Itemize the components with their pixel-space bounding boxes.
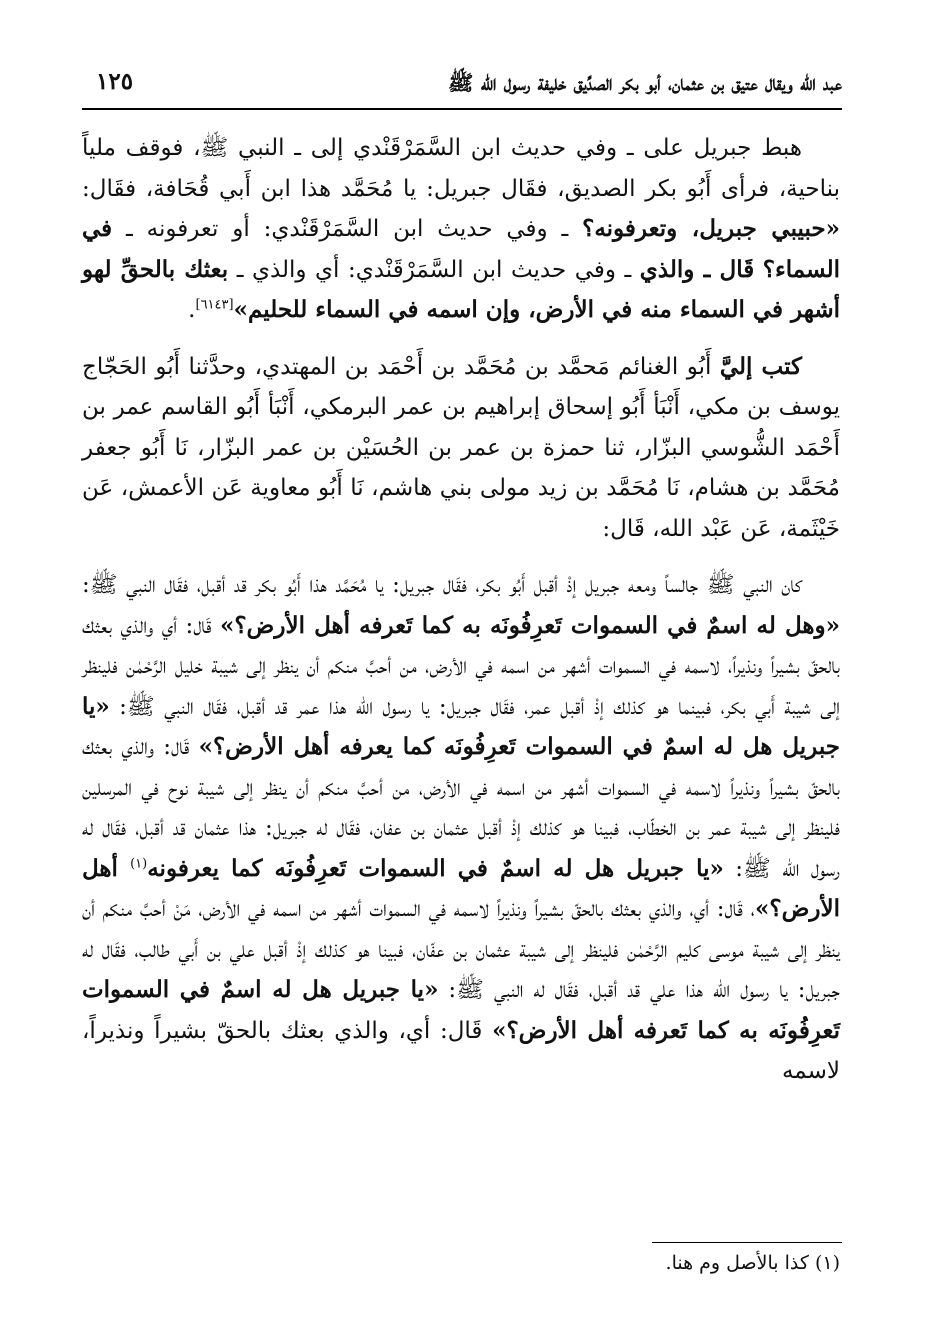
paragraph-1 [82, 128, 840, 331]
text-run [754, 257, 763, 283]
reference-marker: [٦١٤٣] [195, 297, 234, 313]
bold-text-run: كتب إليَّ [719, 352, 802, 380]
text-run: قَال: أي والذي بعثك بالحقّ بشيراً ونذيراً، لاسمه في السموات أشهر من اسمه في الأرض، من أحبَّ منكم أن ينظر إلى شيبة خليل الرَّحْمٰن فلينظر إلى شيبة أَبي بكر، فبينما هو كذلك إذْ أقبل عمر، فقَال جبريل: يا رسول الله هذا عمر قد أقبل، فقَال النبي ﷺ: [82, 612, 840, 720]
text-run: قَال: أي، والذي بعثك بالحقّ بشيراً ونذيراً، لاسمه [82, 1017, 840, 1084]
page-number: ١٢٥ [96, 68, 134, 95]
text-run: قَال: والذي بعثك بالحقّ بشيراً ونذيراً لاسمه في السموات أشهر من اسمه في الأرض، من أحبَّ منكم أن ينظر إلى شيبة نوح في المرسلين فلينظر إلى شيبة عمر بن الخطّاب، فبينا هو كذلك إذْ أقبل عثمان بن عفان، فقَال له جبريل: هذا عثمان قد أقبل، فقَال له رسول الله ﷺ: [82, 734, 840, 882]
bold-text-run: في السماء؟ [82, 215, 840, 283]
text-run: هبط جبريل على ـ وفي حديث ابن السَّمَرْقَنْدي إلى ـ النبي ﷺ، فوقف ملياً بناحية، فرأى أَبُو بكر الصديق، فقَال جبريل: يا مُحَمَّد هذا ابن أَبي قُحَافة، فقَال: [82, 135, 840, 202]
footnote-rule [652, 1242, 842, 1243]
paragraph-3 [82, 565, 840, 1092]
text-run: ، قَال: أي، والذي بعثك بالحقّ بشيراً ونذيراً لاسمه في السموات أشهر من اسمه في الأرض، مَنْ أحبَّ منكم أن ينظر إلى شيبة موسى كليم الرَّحْمٰن فلينظر إلى شيبة عثمان بن عفّان، فبينا هو كذلك إذْ أقبل علي بن أَبي طالب، فقَال له جبريل: يا رسول الله هذا علي قد أقبل، فقَال له النبي ﷺ: [82, 896, 840, 1003]
body-text [82, 128, 840, 1108]
text-run: كان النبي ﷺ جالساً ومعه جبريل إذْ أقبل أَبُو بكر، فقَال جبريل: يا مُحَمَّد هذا أَبُو بكر قد أقبل، فقَال النبي ﷺ: [82, 572, 802, 598]
text-run: أَبُو الغنائم مَحمَّد بن مُحَمَّد بن أَحْمَد بن المهتدي، وحدَّثنا أَبُو الحَجّاج يوسف بن مكي، أَنْبَأ أَبُو إسحاق إبراهيم بن عمر البرمكي، أَنْبَأ أَبُو القاسم عمر بن أَحْمَد الشُّوسي البزّار، ثنا حمزة بن عمر بن الحُسَيْن بن عمر البزّار، نَا أَبُو جعفر مُحَمَّد بن هشام، نَا مُحَمَّد بن زيد مولى بني هاشم، نَا أَبُو معاوية عَن الأعمش، عَن خَيْثَمة، عَن عَبْد الله، قَال: [82, 353, 840, 542]
page-header [82, 66, 842, 104]
text-run: ـ وفي حديث ابن السَّمَرْقَنْدي: أو تعرفونه ـ [112, 216, 583, 242]
bold-text-run: «يا جبريل هل له اسمٌ في السموات تَعرِفُونَه كما يعرفونه [147, 854, 724, 882]
paragraph-2 [82, 347, 840, 550]
bold-text-run: «يا جبريل هل له اسمٌ في السموات تَعرِفُونَه به كما تَعرفه أهل الأرض؟» [82, 976, 840, 1044]
text-run: . [188, 297, 196, 323]
bold-text-run: أهل الأرض؟» [82, 854, 840, 922]
bold-text-run: قَال ـ والذي [639, 255, 755, 283]
text-run: ـ وفي حديث ابن السَّمَرْقَنْدي: أي والذي ـ [228, 256, 640, 283]
bold-text-run: «حبيبي جبريل، وتعرفونه؟ [582, 215, 840, 242]
bold-text-run: «يا جبريل هل له اسمٌ في السموات تَعرِفُونَه كما يعرفه أهل الأرض؟» [82, 692, 841, 760]
bold-text-run: «وهل له اسمٌ في السموات تَعرِفُونَه به كما تَعرفه أهل الأرض؟» [219, 611, 841, 639]
header-rule [82, 108, 842, 110]
footnote: (١) كذا بالأصل وم هنا. [665, 1252, 840, 1274]
bold-text-run: بعثك بالحقِّ لهو أشهر في السماء منه في الأرض، وإن اسمه في السماء للحليم» [82, 255, 840, 323]
reference-marker: (١) [130, 855, 148, 871]
running-head: عبد الله ويقال عتيق بن عثمان، أبو بكر الصدِّيق خليفة رسول الله ﷺ [448, 70, 842, 95]
